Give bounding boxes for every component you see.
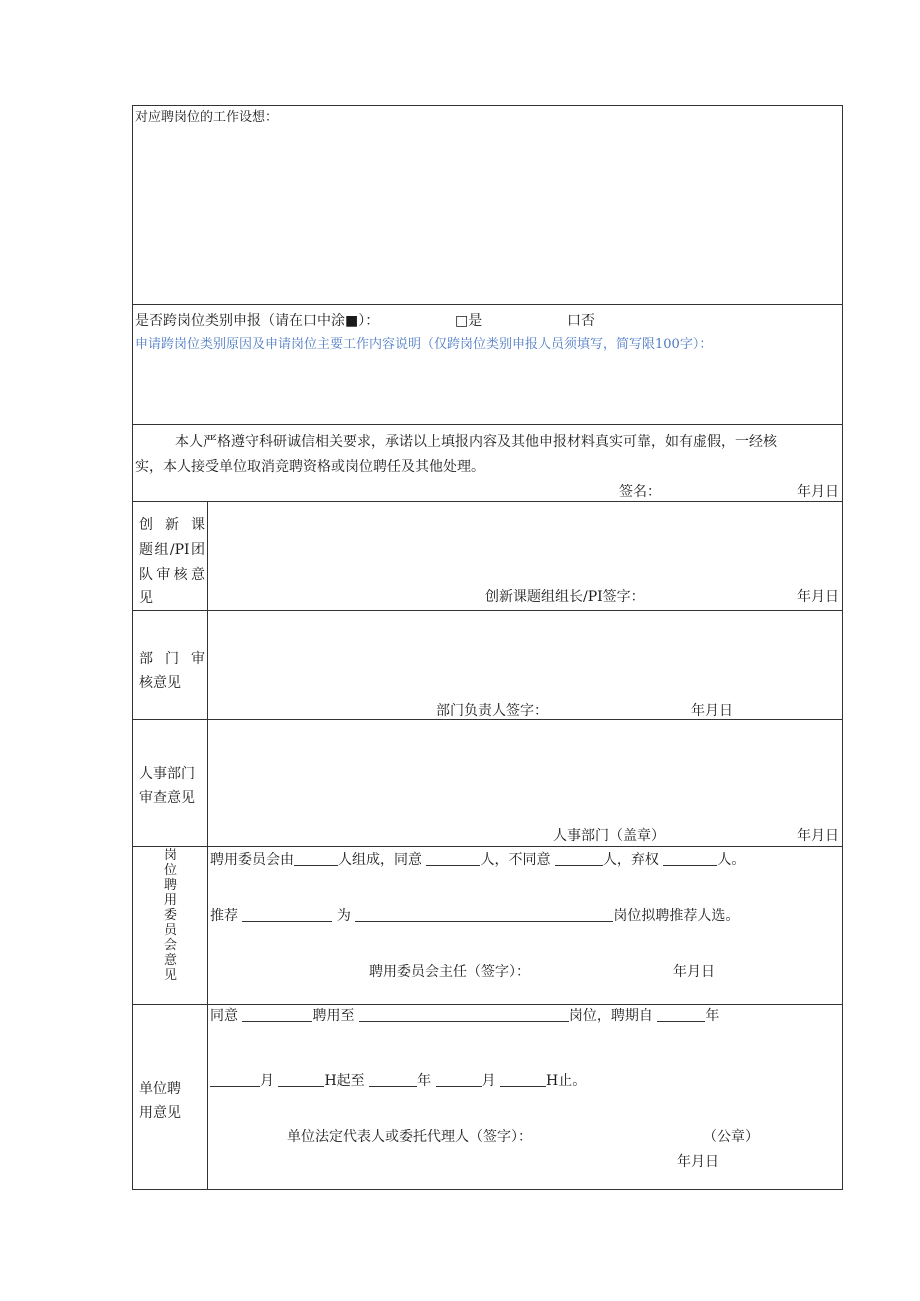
committee-label-cell	[133, 847, 208, 1004]
pledge-date: 年月日	[797, 484, 839, 500]
team-review-label-cell	[133, 502, 208, 610]
pledge-line-1: 本人严格遵守科研诚信相关要求，承诺以上填报内容及其他申报材料真实可靠，如有虚假，一经核	[175, 434, 777, 450]
abstain-blank[interactable]	[663, 851, 717, 866]
team-review-label-3: 队审核意	[139, 567, 205, 583]
appointee-blank[interactable]	[242, 1007, 312, 1022]
hr-sign-label: 人事部门（盖章）	[553, 828, 665, 844]
committee-line-1: 聘用委员会由 人组成，同意 人，不同意 人，弃权 人。	[210, 852, 746, 868]
committee-label-char: 意	[163, 953, 177, 968]
post-blank[interactable]	[359, 1007, 569, 1022]
cross-category-question: 是否跨岗位类别申报（请在口中涂■）：	[135, 313, 380, 329]
hr-date: 年月日	[797, 828, 839, 844]
team-review-label-1: 创新课	[139, 517, 205, 533]
unit-date: 年月日	[677, 1154, 719, 1170]
position-blank[interactable]	[355, 907, 613, 922]
dept-review-label-cell	[133, 611, 208, 719]
disagree-blank[interactable]	[555, 851, 603, 866]
team-review-label-4: 见	[139, 590, 153, 606]
committee-label-char: 见	[163, 968, 177, 983]
unit-decision-label-1: 单位聘	[139, 1081, 181, 1097]
end-day-blank[interactable]	[500, 1072, 546, 1087]
row-hr-review	[133, 719, 842, 846]
row-dept-review	[133, 610, 842, 719]
row-pledge	[133, 424, 842, 501]
option-yes-checkbox[interactable]: □是	[455, 313, 483, 329]
application-form	[132, 105, 843, 1190]
unit-decision-label-2: 用意见	[139, 1105, 181, 1121]
committee-sign-label: 聘用委员会主任（签字）：	[369, 964, 530, 980]
dept-date: 年月日	[691, 703, 733, 719]
cross-category-note: 申请跨岗位类别原因及申请岗位主要工作内容说明（仅跨岗位类别申报人员须填写，简写限100字）：	[135, 337, 713, 352]
row-team-review	[133, 501, 842, 610]
hr-review-label-cell	[133, 720, 208, 846]
unit-line-2: 月 H起至 年 月 H止。	[210, 1072, 586, 1090]
committee-label-vertical	[133, 848, 208, 983]
agree-blank[interactable]	[426, 851, 480, 866]
team-sign-label: 创新课题组组长/PI签字：	[485, 589, 645, 605]
unit-seal: （公章）	[703, 1129, 759, 1145]
unit-line-1: 同意 聘用至 岗位，聘期自 年	[210, 1008, 720, 1024]
dept-sign-label: 部门负责人签字：	[436, 703, 548, 719]
hr-review-label-2: 审查意见	[139, 790, 195, 806]
unit-decision-label-cell	[133, 1005, 208, 1190]
committee-label-char: 岗	[163, 848, 177, 863]
team-review-label-2: 题组/PI团	[139, 542, 205, 558]
dept-review-label-1: 部门审	[139, 651, 205, 667]
committee-label-char: 员	[163, 923, 177, 938]
start-year-blank[interactable]	[657, 1007, 705, 1022]
unit-sign-label: 单位法定代表人或委托代理人（签字）：	[287, 1129, 532, 1145]
team-date: 年月日	[797, 589, 839, 605]
pledge-sign-label: 签名：	[619, 484, 661, 500]
end-year-blank[interactable]	[369, 1072, 417, 1087]
candidate-blank[interactable]	[242, 907, 332, 922]
row-unit-decision	[133, 1004, 842, 1190]
committee-label-char: 会	[163, 938, 177, 953]
row-committee	[133, 846, 842, 1004]
committee-date: 年月日	[673, 964, 715, 980]
option-no-checkbox[interactable]: 口否	[567, 313, 595, 329]
committee-label-char: 聘	[163, 878, 177, 893]
row-work-plan	[133, 106, 842, 304]
committee-label-char: 位	[163, 863, 177, 878]
work-plan-label: 对应聘岗位的工作设想：	[135, 110, 279, 125]
members-blank[interactable]	[294, 851, 338, 866]
committee-label-char: 用	[163, 893, 177, 908]
committee-line-2: 推荐 为 岗位拟聘推荐人选。	[210, 908, 740, 924]
dept-review-label-2: 核意见	[139, 675, 181, 691]
committee-label-char: 委	[163, 908, 177, 923]
pledge-line-2: 实，本人接受单位取消竞聘资格或岗位聘任及其他处理。	[135, 459, 485, 475]
hr-review-label-1: 人事部门	[139, 766, 195, 782]
end-month-blank[interactable]	[436, 1072, 482, 1087]
start-day-blank[interactable]	[278, 1072, 324, 1087]
row-cross-category	[133, 304, 842, 424]
start-month-blank[interactable]	[210, 1072, 260, 1087]
